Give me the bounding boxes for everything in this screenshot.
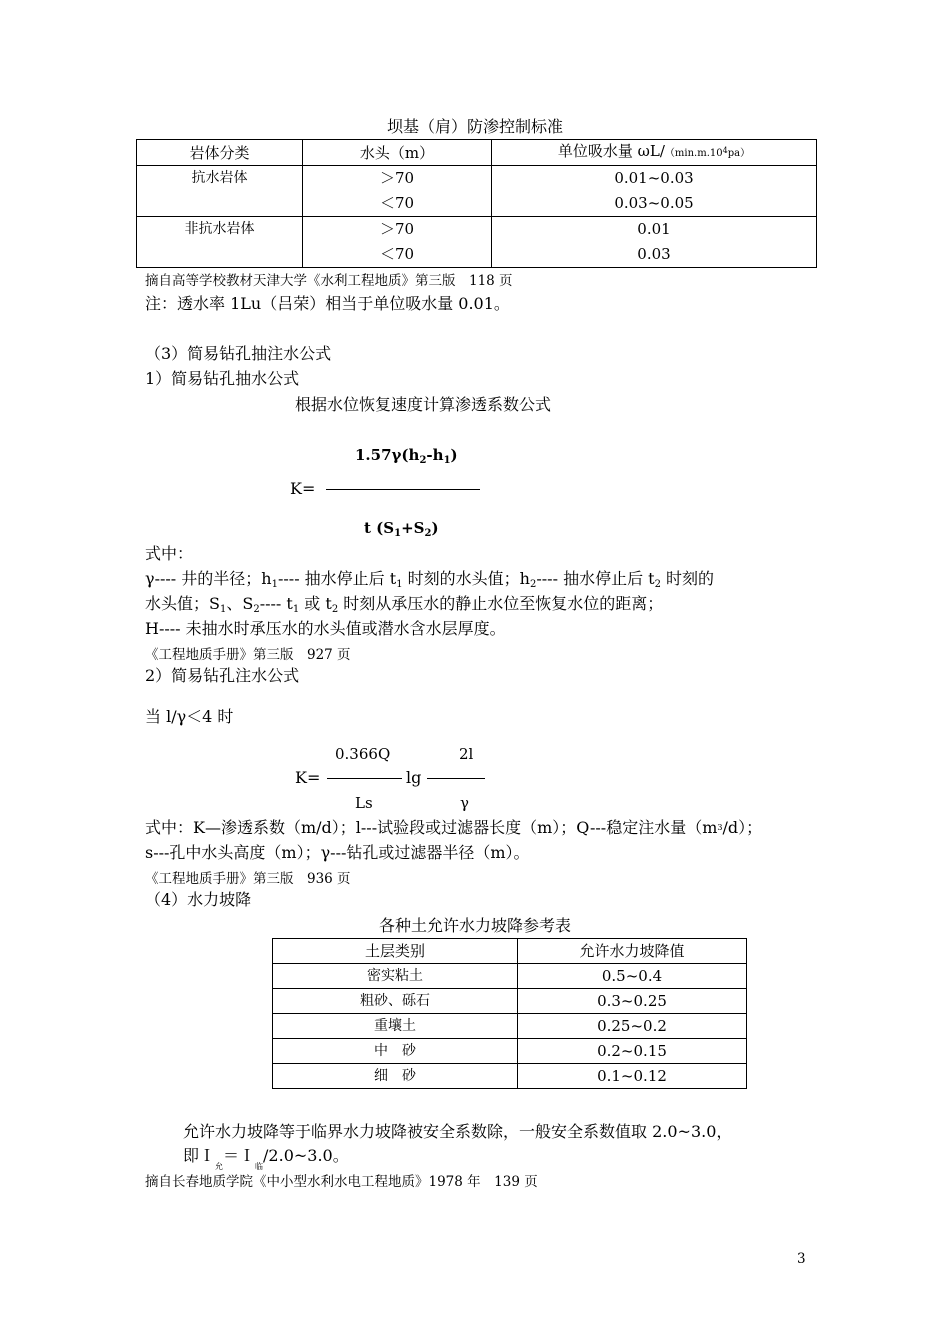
where2-source: 《工程地质手册》第三版 936 页 [145, 871, 351, 887]
table1-header-head: 水头（m） [303, 140, 492, 166]
table2-soil: 粗砂、砾石 [273, 989, 518, 1014]
page-number: 3 [797, 1251, 806, 1267]
formula2-numerator2: 2l [459, 745, 474, 763]
table1-title: 坝基（肩）防渗控制标准 [386, 117, 563, 136]
where1-line3: H---- 未抽水时承压水的水头值或潜水含水层厚度。 [145, 619, 506, 638]
para-line2: 即Ｉ$_允$＝Ｉ$_临$/2.0~3.0。 [183, 1146, 349, 1171]
table2-title: 各种土允许水力坡降参考表 [378, 916, 571, 935]
where2-line2: s---孔中水头高度（m）；γ---钻孔或过滤器半径（m）。 [145, 843, 530, 862]
formula2-numerator1: 0.366Q [335, 745, 391, 763]
table2-value: 0.5~0.4 [518, 964, 747, 989]
table1-absorption-values: 0.01~0.03 0.03~0.05 [492, 166, 817, 217]
section4-heading: （4）水力坡降 [145, 890, 252, 909]
formula1-lhs: K= [290, 479, 316, 498]
where1-line1: γ---- 井的半径；$h_1----$ 抽水停止后 $t_1$ 时刻的水头值；$h_2----$ 抽水停止后 $t_2$ 时刻的 [145, 569, 715, 590]
table-row [137, 166, 817, 217]
table2-value: 0.3~0.25 [518, 989, 747, 1014]
table1-head-values: ＞70 ＜70 [303, 217, 492, 268]
table1-source: 摘自高等学校教材天津大学《水利工程地质》第三版 118 页 [145, 273, 513, 289]
where1-source: 《工程地质手册》第三版 927 页 [145, 647, 351, 663]
formula2-condition: 当 l/γ＜4 时 [145, 707, 234, 726]
table2-soil: 重壤土 [273, 1014, 518, 1039]
note: 注：透水率 1Lu（吕荣）相当于单位吸水量 0.01。 [145, 294, 510, 313]
table-row [273, 1014, 747, 1039]
table1-category: 非抗水岩体 [137, 217, 303, 268]
formula2-fraction-bar2 [427, 778, 485, 779]
table1-header-category: 岩体分类 [137, 140, 303, 166]
para-line1: 允许水力坡降等于临界水力坡降被安全系数除，一般安全系数值取 2.0~3.0， [183, 1122, 733, 1141]
table2-soil: 细 砂 [273, 1064, 518, 1089]
table2-value: 0.25~0.2 [518, 1014, 747, 1039]
where1-line2: 水头值；$S_1$、$S_2----$ $t_1$ 或 $t_2$ 时刻从承压水的静止水位至恢复水位的距离； [145, 594, 664, 615]
table1-head-values: ＞70 ＜70 [303, 166, 492, 217]
table-row [137, 217, 817, 268]
formula2-lhs: K= [295, 768, 321, 787]
formula2-fraction-bar1 [327, 778, 402, 779]
formula2-lg: lg [406, 768, 422, 787]
final-source: 摘自长春地质学院《中小型水利水电工程地质》1978 年 139 页 [145, 1174, 538, 1190]
where1-label: 式中： [145, 544, 194, 563]
table2-header-soil: 土层类别 [273, 939, 518, 964]
table2-header-gradient: 允许水力坡降值 [518, 939, 747, 964]
formula1-numerator: $1.57\gamma(h_2-h_1)$ [355, 446, 458, 466]
section3-heading: （3）简易钻孔抽注水公式 [145, 344, 332, 363]
formula1-fraction-bar [326, 489, 480, 490]
table-row [273, 964, 747, 989]
formula2-denominator2: γ [460, 794, 469, 812]
table2-soil: 中 砂 [273, 1039, 518, 1064]
table2-value: 0.2~0.15 [518, 1039, 747, 1064]
table1-header-absorption: 单位吸水量 $\omega L/(\min.m.10^4pa)$ [492, 140, 817, 166]
formula1-denominator: t $(S_1+S_2)$ [364, 519, 439, 539]
formula2-denominator1: Ls [355, 794, 373, 812]
where2-line1: 式中：K—渗透系数（m/d）；l---试验段或过滤器长度（m）；Q---稳定注水量$(m^3/d)$； [145, 818, 763, 837]
table1-category: 抗水岩体 [137, 166, 303, 217]
table2 [272, 938, 747, 1089]
table2-soil: 密实粘土 [273, 964, 518, 989]
table1 [136, 139, 817, 268]
table-row [273, 1064, 747, 1089]
formula1-caption: 根据水位恢复速度计算渗透系数公式 [295, 395, 552, 414]
table-row [273, 1039, 747, 1064]
table1-absorption-values: 0.01 0.03 [492, 217, 817, 268]
sub1-heading: 1）简易钻孔抽水公式 [145, 369, 300, 388]
table-row [273, 989, 747, 1014]
sub2-heading: 2）简易钻孔注水公式 [145, 666, 300, 685]
table2-value: 0.1~0.12 [518, 1064, 747, 1089]
